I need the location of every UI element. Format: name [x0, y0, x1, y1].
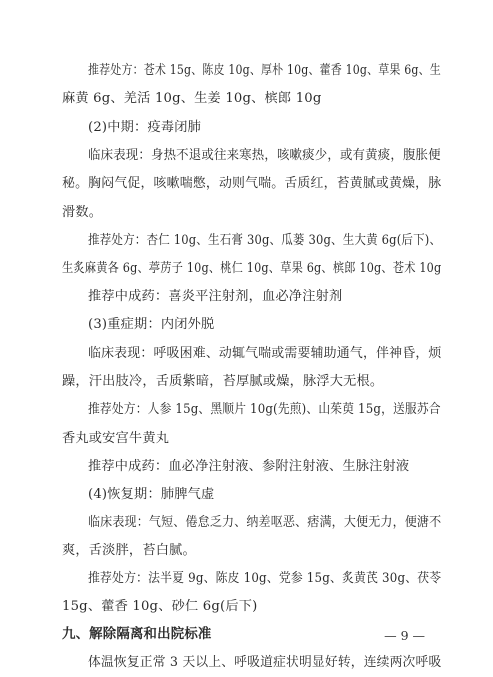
text-line: 推荐处方：人参 15g、黑顺片 10g(先煎)、山茱萸 15g，送服苏合: [88, 402, 441, 417]
text-line: 爽，舌淡胖，苔白腻。: [62, 543, 196, 558]
text-line: 临床表现：气短、倦怠乏力、纳差呕恶、痞满，大便无力，便溏不: [88, 515, 442, 530]
section-subheading: (4)恢复期：肺脾气虚: [88, 487, 215, 502]
text-line: 秘。胸闷气促，咳嗽喘憋，动则气喘。舌质红，苔黄腻或黄燥，脉: [62, 176, 442, 191]
text-line: 推荐处方：苍术 15g、陈皮 10g、厚朴 10g、藿香 10g、草果 6g、生: [88, 63, 441, 78]
text-line: 临床表现：身热不退或往来寒热，咳嗽痰少，或有黄痰，腹胀便: [88, 148, 441, 163]
page-number: — 9 —: [384, 628, 425, 643]
text-line: 躁，汗出肢冷，舌质紫暗，苔厚腻或燥，脉浮大无根。: [62, 374, 384, 389]
text-line: 推荐中成药：血必净注射液、参附注射液、生脉注射液: [88, 459, 410, 474]
text-line: 临床表现：呼吸困难、动辄气喘或需要辅助通气，伴神昏，烦: [88, 346, 442, 361]
section-heading: 九、解除隔离和出院标准: [62, 627, 212, 642]
text-line: 15g、藿香 10g、砂仁 6g(后下): [62, 599, 258, 614]
text-line: 香丸或安宫牛黄丸: [62, 431, 170, 446]
text-line: 生炙麻黄各 6g、葶苈子 10g、桃仁 10g、草果 6g、槟郎 10g、苍术 10g: [62, 261, 442, 276]
section-subheading: (2)中期：疫毒闭肺: [88, 120, 201, 135]
text-line: 滑数。: [62, 205, 103, 220]
section-subheading: (3)重症期：内闭外脱: [88, 317, 215, 332]
text-line: 麻黄 6g、羌活 10g、生姜 10g、槟郎 10g: [62, 91, 322, 106]
text-line: 推荐处方：法半夏 9g、陈皮 10g、党参 15g、炙黄芪 30g、茯苓: [88, 571, 442, 586]
text-line: 推荐处方：杏仁 10g、生石膏 30g、瓜蒌 30g、生大黄 6g(后下)、: [88, 233, 442, 248]
text-line: 体温恢复正常 3 天以上、呼吸道症状明显好转，连续两次呼吸: [88, 655, 442, 670]
text-line: 推荐中成药：喜炎平注射剂，血必净注射剂: [88, 289, 343, 304]
